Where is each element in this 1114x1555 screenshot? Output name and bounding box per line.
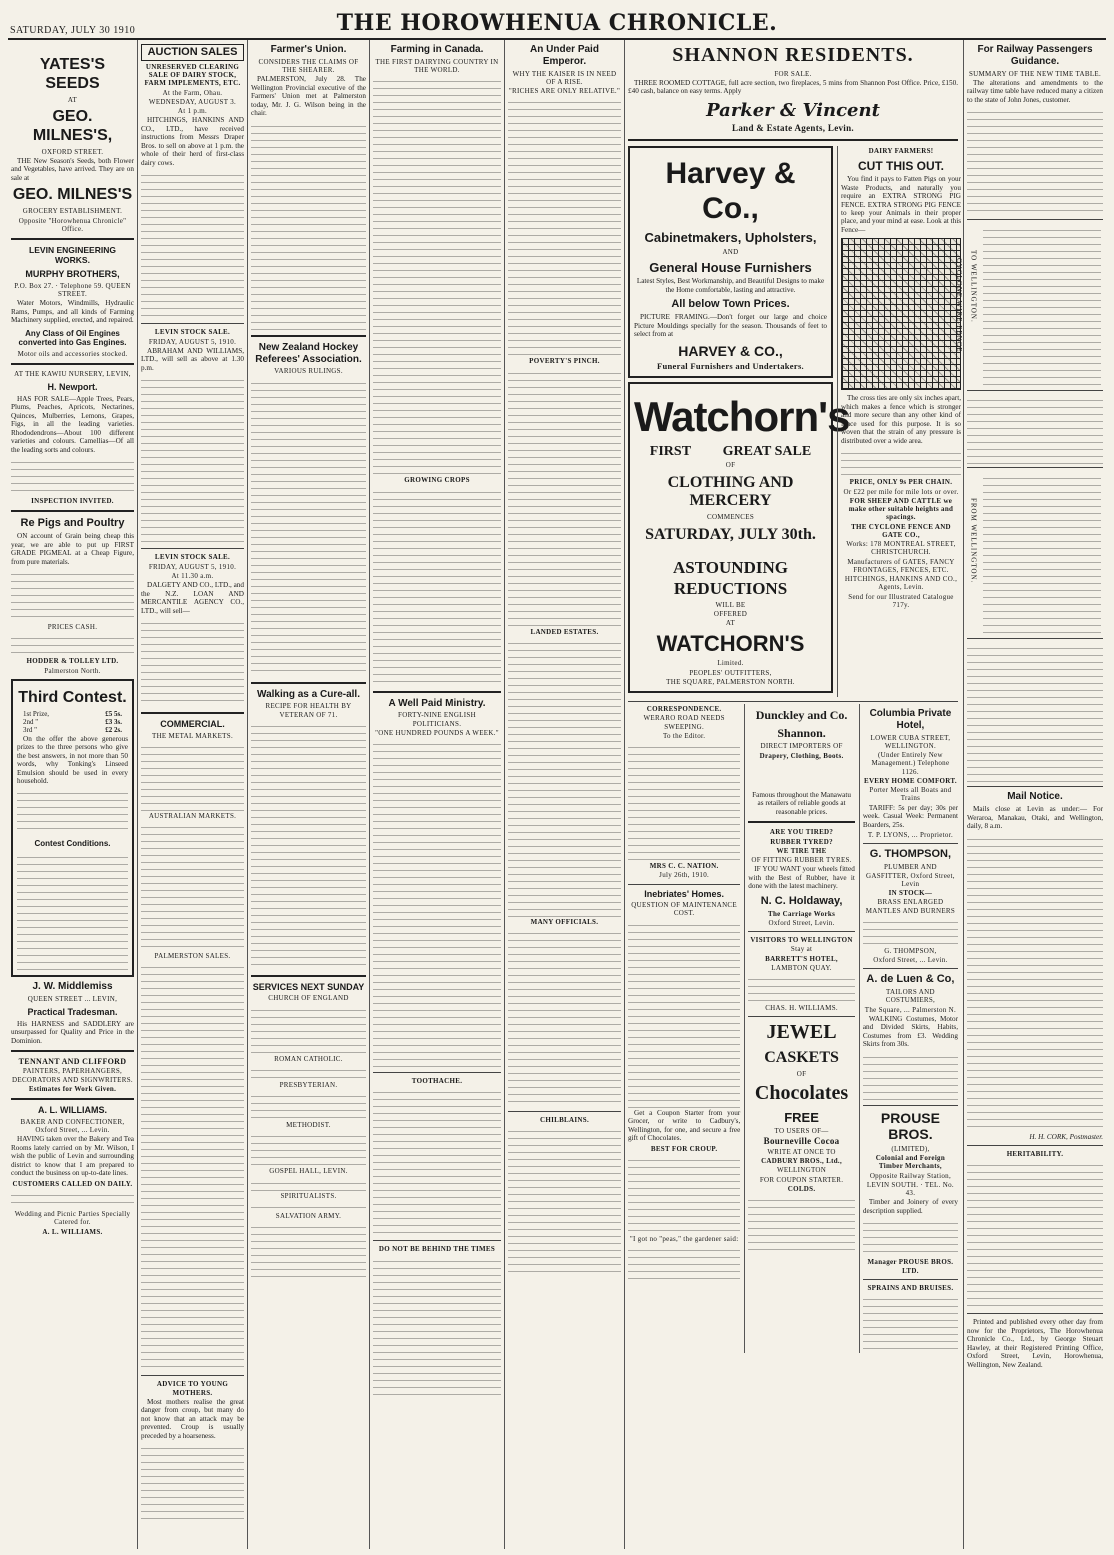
farmers-sub: CONSIDERS THE CLAIMS OF THE SHEARER. xyxy=(258,57,359,75)
oil-engines: Any Class of Oil Engines converted into Gas Engines. xyxy=(18,328,127,348)
coupon: Get a Coupon Starter from your Grocer, or write to Cadbury's, Wellington, for one, and secure a free gift of Chocolates. xyxy=(628,1108,741,1143)
advice-mothers: ADVICE TO YOUNG MOTHERS. xyxy=(156,1380,229,1397)
farming-sub: THE FIRST DAIRYING COUNTRY IN THE WORLD. xyxy=(375,57,499,75)
prize-amount: £3 3s. xyxy=(105,718,122,727)
inspection-invited: INSPECTION INVITED. xyxy=(31,497,114,506)
for-coupon: FOR COUPON STARTER. xyxy=(759,1175,844,1184)
maintenance: QUESTION OF MAINTENANCE COST. xyxy=(631,901,737,918)
at-farm: At the Farm, Ohau. xyxy=(162,88,223,97)
newspaper-title: THE HOROWHENUA CHRONICLE. xyxy=(336,10,778,36)
various-rulings: VARIOUS RULINGS. xyxy=(274,367,343,376)
yates-opp: Opposite "Horowhenua Chronicle" Office. xyxy=(18,216,127,233)
dunckley: Dunckley and Co. xyxy=(755,708,848,722)
prouse-sub: Colonial and Foreign Timber Merchants, xyxy=(875,1154,946,1171)
one-hundred: "ONE HUNDRED POUNDS A WEEK." xyxy=(375,728,499,737)
from-wellington: FROM WELLINGTON. xyxy=(969,498,978,584)
mail-body: Mails close at Levin as under:— For Weraroa, Manakau, Otaki, and Wellington, daily, 8 a.m. xyxy=(967,805,1103,831)
prouse: PROUSE BROS. xyxy=(880,1109,940,1143)
recipe-health: RECIPE FOR HEALTH BY VETERAN OF 71. xyxy=(265,702,352,719)
brass: BRASS ENLARGED MANTLES AND BURNERS xyxy=(865,898,956,915)
customers-called: CUSTOMERS CALLED ON DAILY. xyxy=(12,1179,133,1188)
prouse-ltd: (LIMITED), xyxy=(891,1144,930,1153)
nation-date: July 26th, 1910. xyxy=(659,871,710,880)
dalgety-body: DALGETY AND CO., LTD., and the N.Z. LOAN AND MERCANTILE AGENCY CO., LTD., will sell— xyxy=(141,581,244,615)
tailors: TAILORS AND COSTUMIERS, xyxy=(885,988,936,1005)
prize-list xyxy=(17,710,128,735)
users-of: TO USERS OF— xyxy=(774,1127,829,1136)
colds: COLDS. xyxy=(787,1184,816,1193)
column-5 xyxy=(505,40,625,1549)
cork: H. H. CORK, Postmaster. xyxy=(1029,1132,1103,1141)
timber: Timber and Joinery of every description supplied. xyxy=(862,1198,958,1215)
cut-out-body: You find it pays to Fatten Pigs on your Waste Products, and naturally you require an EXTRA STRONG PIG FENCE. EXTRA STRONG PIG FENCE to keep your Animals in their proper place, and your mind at ease. Look at this Fence— xyxy=(841,175,961,234)
friday: FRIDAY, AUGUST 5, 1910. xyxy=(148,337,237,346)
tariff: TARIFF: 5s per day; 30s per week. Casual Week: Permanent Boarders, 25s. xyxy=(862,803,958,829)
of-2: OF xyxy=(796,1069,807,1078)
tired: ARE YOU TIRED? xyxy=(769,828,834,837)
of: OF xyxy=(725,461,736,470)
motor-oils: Motor oils and accessories stocked. xyxy=(17,349,128,358)
fence-label: CYCLONE WIRE FENCE xyxy=(955,258,963,353)
prize-row xyxy=(17,726,128,734)
mail-notice: Mail Notice. xyxy=(1007,791,1063,803)
low-prices: All below Town Prices. xyxy=(671,298,790,311)
levin-stock-2: LEVIN STOCK SALE. xyxy=(154,553,231,562)
commences: COMMENCES xyxy=(706,513,755,522)
methodist: METHODIST. xyxy=(286,1121,331,1130)
murphy-address: P.O. Box 27. · Telephone 59. QUEEN STREET. xyxy=(14,281,131,298)
wellington: WELLINGTON xyxy=(776,1166,827,1175)
catalogue: Send for our Illustrated Catalogue 717y. xyxy=(848,592,954,609)
poverty-pinch: POVERTY'S PINCH. xyxy=(529,357,600,366)
levin-stock: LEVIN STOCK SALE. xyxy=(154,328,231,337)
prize-amount: £5 5s. xyxy=(105,709,122,718)
wednesday: WEDNESDAY, AUGUST 3. xyxy=(148,97,237,106)
best-croup: BEST FOR CROUP. xyxy=(650,1144,718,1153)
hockey-referees: New Zealand Hockey Referees' Association. xyxy=(255,341,362,365)
visitors: VISITORS TO WELLINGTON xyxy=(750,936,853,945)
yates-at: AT xyxy=(67,95,78,104)
presbyterian: PRESBYTERIAN. xyxy=(279,1080,338,1089)
free: FREE xyxy=(784,1109,819,1125)
sheep-cattle: FOR SHEEP AND CATTLE we make other suitable heights and spacings. xyxy=(848,496,954,522)
farming-canada: Farming in Canada. xyxy=(390,44,484,55)
well-paid-ministry: A Well Paid Ministry. xyxy=(388,697,486,709)
manager: Manager PROUSE BROS. LTD. xyxy=(867,1258,954,1275)
clearing-sale: UNRESERVED CLEARING SALE OF DAIRY STOCK, FARM IMPLEMENTS, ETC. xyxy=(144,62,241,88)
masthead xyxy=(8,6,1106,40)
printed: Printed and published every other day from now for the Proprietors, The Horowhenua Chronicle Co., Ltd., by George Steuart Hawley, at their Registered Printing Office, Oxford Street, Levin, Horowhenua, Wellington, New Zealand. xyxy=(967,1318,1103,1369)
roman-catholic: ROMAN CATHOLIC. xyxy=(274,1054,343,1063)
at-1130: At 11.30 a.m. xyxy=(171,571,214,580)
third-contest-box xyxy=(11,679,134,977)
column-3 xyxy=(248,40,370,1549)
growing-crops: GROWING CROPS xyxy=(404,476,470,485)
clothing: CLOTHING AND MERCERY xyxy=(667,473,794,510)
palmerston-sales: PALMERSTON SALES. xyxy=(154,952,231,961)
prize-amount: £2 2s. xyxy=(105,726,122,735)
tennant-sub: PAINTERS, PAPERHANGERS, DECORATORS AND SIGNWRITERS. xyxy=(12,1067,133,1084)
kawiu-nursery: AT THE KAWIU NURSERY, LEVIN, xyxy=(14,369,131,378)
limited: Limited. xyxy=(717,659,744,668)
picture-framing: PICTURE FRAMING.—Don't forget our large and choice Picture Mouldings specially for the season. Thousands of feet to select from at xyxy=(634,313,827,339)
hotel-col xyxy=(859,704,958,1353)
great-sale: GREAT SALE xyxy=(722,443,812,459)
hitchings-body: HITCHINGS, HANKINS AND CO., LTD., have received instructions from Messrs Draper Bros. to sell on above at 1 p.m. the whole of their herd of first-class dairy cows. xyxy=(141,116,244,167)
importers: DIRECT IMPORTERS OF xyxy=(760,742,843,751)
harvey: Harvey & Co., xyxy=(665,156,796,226)
of-carriages: OF FITTING RUBBER TYRES. xyxy=(751,856,852,865)
stay-at: Stay at xyxy=(790,945,813,954)
offered: OFFERED xyxy=(713,609,748,618)
yates-title: YATES'S SEEDS xyxy=(39,56,106,92)
column-2 xyxy=(138,40,248,1549)
hodder-tolley: HODDER & TOLLEY LTD. xyxy=(26,657,119,666)
williams-body: HAVING taken over the Bakery and Tea Rooms lately carried on by Mr. Wilson, I wish the public of Levin and surrounding district to know that I am prepared to conduct the business on up-to-date lines. xyxy=(11,1135,134,1178)
lambton: LAMBTON QUAY. xyxy=(771,963,832,972)
fence-illustration xyxy=(841,238,961,390)
forty-nine: FORTY-NINE ENGLISH POLITICIANS. xyxy=(398,711,476,728)
riches: "RICHES ARE ONLY RELATIVE." xyxy=(508,87,621,96)
oxford-levin: Oxford Street, ... Levin. xyxy=(873,956,948,965)
harvey-sub2: General House Furnishers xyxy=(649,260,812,276)
yates-sub: GROCERY ESTABLISHMENT. xyxy=(22,207,123,216)
shannon-residents: SHANNON RESIDENTS. xyxy=(672,44,914,66)
de-luen-address: The Square, ... Palmerston N. xyxy=(864,1005,957,1014)
farmers-union: Farmer's Union. xyxy=(270,44,347,55)
rubber: RUBBER TYRED? xyxy=(770,837,833,846)
hodder-address: Palmerston North. xyxy=(44,666,101,675)
to-editor: To the Editor. xyxy=(662,731,706,740)
plumber: PLUMBER AND GASFITTER, Oxford Street, Levin xyxy=(866,863,955,888)
salvation-army: SALVATION ARMY. xyxy=(275,1211,342,1220)
columbia-management: (Under Entirely New Management.) Telephone 1126. xyxy=(871,751,950,776)
wedding-parties: Wedding and Picnic Parties Specially Catered for. xyxy=(14,1210,131,1227)
cadbury: CADBURY BROS., Ltd., xyxy=(761,1157,843,1166)
prices-cash: PRICES CASH. xyxy=(47,623,98,632)
bourneville: Bourneville Cocoa xyxy=(763,1136,840,1147)
prize-row xyxy=(17,710,128,718)
summary-body: The alterations and amendments to the railway time table have reduced many a citizen to the state of John Jones, customer. xyxy=(967,78,1103,104)
summary: SUMMARY OF THE NEW TIME TABLE. xyxy=(968,69,1102,78)
parker-sub: Land & Estate Agents, Levin. xyxy=(732,123,854,134)
timetable-from xyxy=(967,467,1103,639)
we-tire: WE TIRE THE xyxy=(776,846,827,855)
gospel-hall: GOSPEL HALL, LEVIN. xyxy=(269,1167,348,1176)
yates-body: THE New Season's Seeds, both Flower and Vegetables, have arrived. They are on sale at xyxy=(11,157,134,182)
fence-body: The cross ties are only six inches apart, which makes a fence which is stronger and more secure than any other kind of fence used for this purpose. It is so woven that the strain of any pressure is distributed over a wide area. xyxy=(841,394,961,445)
newport: H. Newport. xyxy=(47,382,98,393)
williams-sub: BAKER AND CONFECTIONER, Oxford Street, ... Levin. xyxy=(20,1117,125,1135)
third-contest: Third Contest. xyxy=(18,688,127,706)
many-officials: MANY OFFICIALS. xyxy=(530,917,599,926)
barretts: BARRETT'S HOTEL, xyxy=(765,954,838,963)
underpaid-emperor: An Under Paid Emperor. xyxy=(530,44,599,67)
weraro-road: WERARO ROAD NEEDS SWEEPING. xyxy=(643,714,725,731)
chilblains: CHILBLAINS. xyxy=(539,1116,589,1125)
drapery: Drapery, Clothing, Boots. xyxy=(759,751,844,760)
cottage: THREE ROOMED COTTAGE, full acre section, two fireplaces, 5 mins from Shannon Post Office. Price, £150. £40 cash, balance on easy terms. Apply xyxy=(628,78,958,96)
murphy-body: Water Motors, Windmills, Hydraulic Rams, Pumps, and all kinds of Farming Machinery supplied, erected, and repaired. xyxy=(11,299,134,325)
lyons: T. P. LYONS, ... Proprietor. xyxy=(867,831,953,840)
prize-label: 3rd " xyxy=(23,726,37,735)
railway-guidance: For Railway Passengers Guidance. xyxy=(977,44,1093,67)
auction-sales: AUCTION SALES xyxy=(141,44,244,61)
saturday: SATURDAY, JULY 30th. xyxy=(645,525,816,543)
newport-body: HAS FOR SALE—Apple Trees, Pears, Plums, Peaches, Apricots, Nectarines, Quinces, Mulberries, Lemons, Grapes, Figs, in all the leading varieties. Rhododendrons—About 100 different varieties and colours. Camellias—Of all the leading sorts and colours. xyxy=(11,394,134,454)
astounding: ASTOUNDING REDUCTIONS xyxy=(673,558,788,598)
harvey-2: HARVEY & CO., xyxy=(678,342,783,359)
jewel: JEWEL xyxy=(766,1021,837,1044)
correspondence-col xyxy=(628,704,740,1353)
sprains: SPRAINS AND BRUISES. xyxy=(867,1283,954,1292)
watchorn: Watchorn's xyxy=(634,393,850,441)
correspondence: CORRESPONDENCE. xyxy=(646,705,722,713)
levin-south: LEVIN SOUTH. · TEL. No. 43. xyxy=(866,1180,954,1198)
dairy-farmers: DAIRY FARMERS! xyxy=(868,146,934,155)
dunckley-shannon: Shannon. xyxy=(777,726,826,741)
yates-street: OXFORD STREET. xyxy=(41,147,104,156)
prize-row xyxy=(17,718,128,726)
middlemiss-address: QUEEN STREET ... LEVIN, xyxy=(27,994,118,1003)
williams-sig: A. L. WILLIAMS. xyxy=(42,1227,103,1236)
works: Works: 178 MONTREAL STREET, CHRISTCHURCH. xyxy=(846,540,956,557)
g-thompson: G. THOMPSON, xyxy=(884,946,937,955)
harvey-body: Latest Styles, Best Workmanship, and Beautiful Designs to make the Home comfortable, lasting and attractive. xyxy=(636,277,825,294)
will-be: WILL BE xyxy=(715,600,746,609)
re-pigs-body: ON account of Grain being cheap this year, we are able to put up FIRST GRADE PIGMEAL at a Cheap Figure, from pure materials. xyxy=(11,532,134,566)
hitchings-agents: HITCHINGS, HANKINS AND CO., Agents, Levin. xyxy=(844,575,958,592)
column-6-7 xyxy=(625,40,961,1549)
church-england: CHURCH OF ENGLAND xyxy=(268,994,349,1003)
watchorns: WATCHORN'S xyxy=(656,631,805,657)
de-luen: A. de Luen & Co, xyxy=(866,973,955,986)
carriage-works: The Carriage Works xyxy=(768,909,836,918)
prize-label: 2nd " xyxy=(23,718,39,727)
murphy-brothers: MURPHY BROTHERS, xyxy=(25,269,120,280)
wheels: IF YOU WANT your wheels fitted with the Best of Rubber, have it done with the latest machinery. xyxy=(748,865,855,891)
contest-conditions: Contest Conditions. xyxy=(34,839,111,849)
prouse-address: Opposite Railway Station, xyxy=(869,1171,952,1180)
column-1 xyxy=(8,40,138,1549)
porter: Porter Meets all Boats and Trains xyxy=(869,786,952,803)
abraham-body: ABRAHAM AND WILLIAMS, LTD., will sell as above at 1.30 p.m. xyxy=(141,346,244,372)
metal-markets: THE METAL MARKETS. xyxy=(152,731,233,740)
caskets: CASKETS xyxy=(764,1049,839,1067)
commercial: COMMERCIAL. xyxy=(160,719,225,730)
toothache: TOOTHACHE. xyxy=(411,1077,463,1086)
estimates: Estimates for Work Given. xyxy=(28,1084,117,1093)
chocolates: Chocolates xyxy=(754,1082,849,1105)
farmers-body: PALMERSTON, July 28. The Wellington Provincial executive of the Farmers' Union met at Palmerston today, Mr. J. G. Wilson being in the chair. xyxy=(251,75,366,118)
fence-ad xyxy=(837,146,961,697)
practical-tradesman: Practical Tradesman. xyxy=(27,1006,118,1017)
contest-body: On the offer the above generous prizes to the three persons who give the best answers, in not more than 50 words, why Tonking's Linseed Emulsion should be used in every household. xyxy=(17,734,128,785)
square: THE SQUARE, PALMERSTON NORTH. xyxy=(666,677,795,686)
holdaway-address: Oxford Street, Levin. xyxy=(768,918,835,927)
column-8 xyxy=(963,40,1106,1549)
why-kaiser: WHY THE KAISER IS IN NEED OF A RISE. xyxy=(512,69,617,86)
in-stock: IN STOCK— xyxy=(888,889,933,898)
walking-cure: Walking as a Cure-all. xyxy=(257,688,360,700)
williams: A. L. WILLIAMS. xyxy=(38,1105,107,1116)
mrs-nation: MRS C. C. NATION. xyxy=(649,862,719,870)
to-wellington: TO WELLINGTON. xyxy=(969,250,978,324)
do-not-be-behind: DO NOT BE BEHIND THE TIMES xyxy=(378,1245,496,1254)
at: AT xyxy=(725,619,736,628)
thompson: G. THOMPSON, xyxy=(869,848,952,861)
prize-label: 1st Prize, xyxy=(23,709,50,718)
coughs: "I got no "peas," the gardener said: xyxy=(629,1234,739,1243)
price-sub: Or £22 per mile for mile lots or over. xyxy=(843,487,959,496)
harvey-ad xyxy=(628,146,850,697)
harvey-and: AND xyxy=(722,247,739,256)
cut-out: CUT THIS OUT. xyxy=(858,158,944,173)
harvey-sub1: Cabinetmakers, Upholsters, xyxy=(644,230,817,246)
dunckley-col xyxy=(744,704,855,1353)
for-sale: FOR SALE. xyxy=(774,69,812,78)
inebriates: Inebriates' Homes. xyxy=(644,888,724,899)
manufacturers: Manufacturers of GATES, FANCY FRONTAGES, FENCES, ETC. xyxy=(847,557,955,574)
middlemiss: J. W. Middlemiss xyxy=(32,980,113,992)
tennant-clifford: TENNANT AND CLIFFORD xyxy=(18,1057,127,1067)
price: PRICE, ONLY 9s PER CHAIN. xyxy=(849,478,953,487)
yates-shop: GEO. MILNES'S, xyxy=(32,108,113,144)
advice-body: Most mothers realise the great danger from croup, but many do not know that an attack may be prevented. Croup is usually preceded by a hoarseness. xyxy=(141,1397,244,1440)
funeral: Funeral Furnishers and Undertakers. xyxy=(657,361,804,372)
yates-shop-2: GEO. MILNES'S xyxy=(12,186,133,204)
columns xyxy=(8,40,1106,1549)
cyclone-co: THE CYCLONE FENCE AND GATE CO., xyxy=(851,522,951,539)
columbia: Columbia Private Hotel, xyxy=(869,708,952,731)
middlemiss-body: His HARNESS and SADDLERY are unsurpassed for Quality and Price in the Dominion. xyxy=(11,1019,134,1045)
issue-date: SATURDAY, JULY 30 1910 xyxy=(10,25,136,36)
timetable-to xyxy=(967,219,1103,391)
first: FIRST xyxy=(649,443,692,459)
friday-2: FRIDAY, AUGUST 5, 1910. xyxy=(148,562,237,571)
outfitters: PEOPLES' OUTFITTERS, xyxy=(689,668,772,677)
chas-williams: CHAS. H. WILLIAMS. xyxy=(765,1004,838,1013)
holdaway: N. C. Holdaway, xyxy=(760,894,843,907)
services-heading: SERVICES NEXT SUNDAY xyxy=(252,981,365,992)
manawatu: Famous throughout the Manawatu as retailers of reliable goods at reasonable prices. xyxy=(752,790,851,816)
parker-vincent: Parker & Vincent xyxy=(706,99,880,121)
australian-markets: AUSTRALIAN MARKETS. xyxy=(148,811,237,820)
walking-costumes: WALKING Costumes, Motor and Divided Skirts, Habits, Costumes from £3. Wedding Skirts from 30s. xyxy=(862,1014,958,1049)
columbia-address: LOWER CUBA STREET, WELLINGTON. xyxy=(870,733,951,750)
heritability: HERITABILITY. xyxy=(1006,1150,1064,1159)
column-4 xyxy=(370,40,505,1549)
re-pigs-heading: Re Pigs and Poultry xyxy=(20,517,125,530)
levin-engineering: LEVIN ENGINEERING WORKS. xyxy=(29,245,116,266)
write-once: WRITE AT ONCE TO xyxy=(767,1147,836,1156)
spiritualists: SPIRITUALISTS. xyxy=(280,1191,337,1200)
landed-estates: LANDED ESTATES. xyxy=(530,627,599,636)
home-comfort: EVERY HOME COMFORT. xyxy=(863,776,957,785)
sale-time: At 1 p.m. xyxy=(177,107,208,116)
